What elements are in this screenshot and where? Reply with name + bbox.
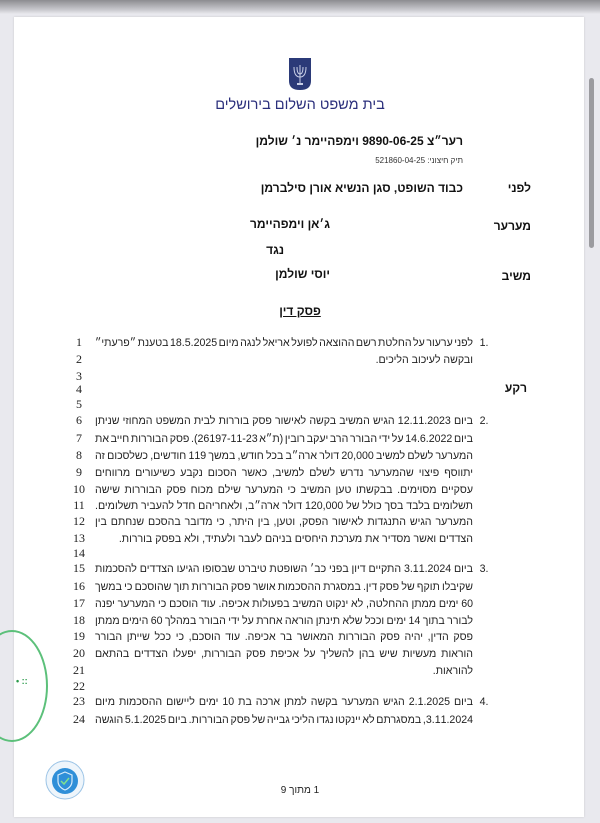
- text-line: לפני ערעור על החלטת רשם ההוצאה לפועל אריאל לנגה מיום 18.5.2025 בטענת ״פרעתי״: [95, 337, 473, 349]
- line-number: 14: [73, 546, 85, 560]
- line-number: 21: [73, 663, 85, 677]
- case-title: רער״צ 9890-06-25 וימפהיימר נ׳ שולמן: [255, 134, 463, 148]
- paragraph-number: 4.: [479, 696, 489, 708]
- text-line: פסק הדין, יהיה פסק הבוררות המאושר בר אכיפה. עוד הוסכם, כי ככל שייתן הבורר: [95, 631, 473, 643]
- respondent-label: משיב: [501, 269, 531, 283]
- text-line: תשלומים בלבד בסך כולל של 120,000 דולר ארה״ב, ולאחריהם חדל להעביר תשלומים.: [95, 500, 473, 512]
- text-line: הוראות מעשיות שיש בהן להשליך על אכיפת פסק הבוררות, יפעלו הצדדים בהתאם: [95, 648, 473, 660]
- text-line: 3.11.2024, במסגרתם לא יינקטו נגדו הליכי גבייה של פסק הבוררות. ביום 5.1.2025 הוגשה: [95, 714, 473, 726]
- state-emblem-icon: [288, 57, 312, 91]
- text-line: ביום 12.11.2023 הגיש המשיב בקשה לאישור פסק בוררות לבית המשפט המחוזי שניתן: [95, 415, 474, 427]
- court-name: בית משפט השלום בירושלים: [215, 97, 385, 113]
- external-file-number: תיק חיצוני: 521860-04-25: [375, 156, 463, 165]
- line-number: 18: [73, 613, 85, 627]
- line-number: 4: [76, 382, 82, 396]
- text-line: ובקשה לעיכוב הליכים.: [375, 354, 473, 366]
- respondent-name: יוסי שולמן: [275, 267, 330, 281]
- line-number: 3: [76, 369, 82, 383]
- line-number: 2: [76, 352, 82, 366]
- text-line: ביום 2.1.2025 הגיש המערער בקשה למתן ארכה בת 10 ימים ליישום ההסכמות מיום: [95, 696, 473, 708]
- paragraph-number: 2.: [479, 415, 489, 427]
- judge-name: כבוד השופט, סגן הנשיא אורן סילברמן: [260, 181, 463, 195]
- text-line: המערער הגיש התנגדות לאישור הפסק, וטען, בין היתר, כי מדובר בהסכם שנחתם בין: [95, 516, 473, 528]
- line-number: 7: [76, 431, 82, 445]
- section-heading-background: רקע: [504, 381, 527, 395]
- text-line: המערער לשלם למשיב 20,000 דולר ארה״ב בכל חודש, במשך 119 חודשים, כשלסכום זה: [95, 450, 473, 462]
- line-number: 13: [73, 531, 85, 545]
- text-line: ביום 14.6.2022 על ידי הבורר הרב יעקב רובין (ת״א 26197-11-23). פסק הבוררות חייב את: [95, 433, 474, 445]
- paragraph-number: 3.: [479, 563, 489, 575]
- digital-signature-seal-icon: [45, 760, 85, 800]
- appellant-name: ג׳אן וימפהיימר: [249, 217, 330, 231]
- line-number: 15: [73, 561, 85, 575]
- text-line: עסקיים מסוימים. בבקשתו טען המשיב כי המערער שילם מכוח פסק הבוררות שישה: [95, 484, 473, 496]
- before-label: לפני: [507, 181, 531, 195]
- text-line: שקיבלו תוקף של פסק דין. במסגרת ההסכמות אושר פסק הבוררות תוך שהוסכם כי במשך: [95, 581, 473, 593]
- appellant-label: מערער: [493, 219, 531, 233]
- line-number: 17: [73, 596, 85, 610]
- line-number: 24: [73, 712, 85, 726]
- line-number: 16: [73, 579, 85, 593]
- line-number: 8: [76, 448, 82, 462]
- text-line: 60 ימים ממתן ההחלטה, לא ינקוט המשיב בפעולות אכיפה. עוד הוסכם כי המערער יפנה: [95, 598, 473, 610]
- paragraph-number: 1.: [479, 337, 489, 349]
- window-top-shadow: [0, 0, 600, 14]
- versus-label: נגד: [266, 243, 284, 257]
- line-number: 9: [76, 465, 82, 479]
- line-number: 5: [76, 397, 82, 411]
- line-number: 1: [76, 335, 82, 349]
- line-number: 23: [73, 694, 85, 708]
- text-line: הצדדים ואשר מסדיר את מערכת היחסים בניהם לעבר ולעתיד, ולא בפסק בוררות.: [118, 533, 473, 545]
- text-line: להוראות.: [432, 665, 473, 677]
- line-number: 6: [76, 413, 82, 427]
- text-line: ביום 3.11.2024 התקיים דיון בפני כב׳ השופטת טיברט שבסופו הגיעו הצדדים להסכמות: [95, 563, 474, 575]
- text-line: לבורר בתוך 14 ימים וככל שלא תינתן הוראה אחרת על ידי הבורר במהלך 60 הימים ממתן: [95, 615, 473, 627]
- line-number: 11: [73, 498, 85, 512]
- green-stamp-mark: • ::: [16, 676, 28, 686]
- document-title: פסק דין: [279, 304, 321, 318]
- line-number: 19: [73, 629, 85, 643]
- line-number: 10: [73, 482, 85, 496]
- line-number: 12: [73, 514, 85, 528]
- line-number: 20: [73, 646, 85, 660]
- text-line: יתווסף פיצוי שהמערער נדרש לשלם למשיב, כאשר הסכום נקבע כשיעורים מרווחים: [95, 467, 473, 479]
- page-indicator: 1 מתוך 9: [280, 785, 320, 796]
- line-number: 22: [73, 679, 85, 693]
